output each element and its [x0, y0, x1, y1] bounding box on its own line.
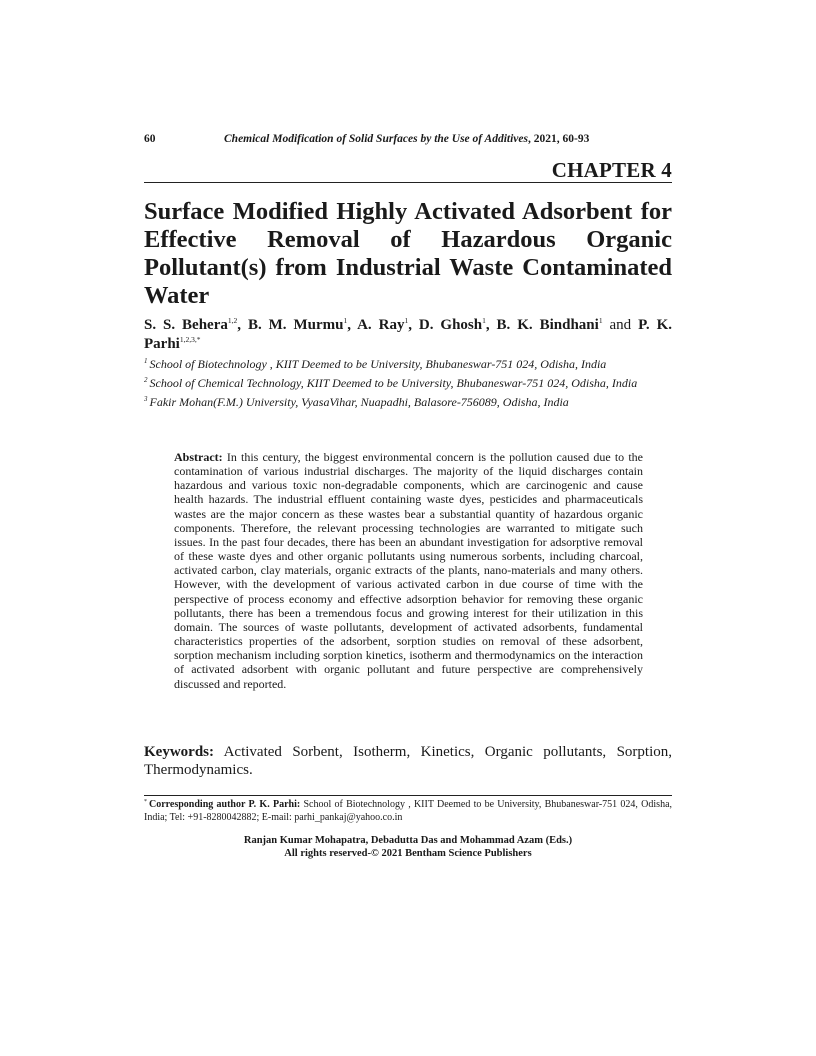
- keywords-label: Keywords:: [144, 744, 214, 760]
- journal-year-pages: , 2021, 60-93: [528, 133, 590, 145]
- author-conjunction: and: [602, 317, 639, 333]
- footnote-mark: *: [144, 799, 147, 805]
- editors-line: Ranjan Kumar Mohapatra, Debadutta Das and Mohammad Azam (Eds.): [243, 835, 573, 846]
- footnote-rule: [144, 795, 672, 796]
- keywords-text: Activated Sorbent, Isotherm, Kinetics, Organic pollutants, Sorption, Thermodynamics.: [144, 744, 672, 778]
- rights-line: All rights reserved-© 2021 Bentham Science Publishers: [284, 848, 532, 859]
- chapter-rule: [144, 182, 672, 183]
- page-number: 60: [144, 133, 156, 145]
- affiliations: [144, 356, 672, 413]
- running-header: [144, 133, 672, 145]
- publisher-info: [144, 834, 672, 860]
- corresponding-author: P. K. Parhi$^{1,2,3,*}$: [144, 317, 672, 352]
- paper-title: Surface Modified Highly Activated Adsorbent for Effective Removal of Hazardous Organic Pollutant(s) from Industrial Waste Contaminated Water: [144, 198, 672, 309]
- author: B. M. Murmu$^1$,: [247, 316, 358, 333]
- affiliation: $^3$ Fakir Mohan(F.M.) University, VyasaVihar, Nuapadhi, Balasore-756089, Odisha, India: [144, 395, 569, 409]
- abstract-label: Abstract:: [174, 450, 223, 464]
- keywords: [144, 743, 672, 779]
- abstract-text: In this century, the biggest environmental concern is the pollution caused due to the contamination of various industrial discharges. The majority of the liquid discharges contain hazardous and various toxic non-degradable components, which are carcinogenic and cause health hazards. The industrial effluent containing waste dyes, pesticides and pharmaceuticals wastes are the major concern as these wastes bear a substantial quantity of hazardous organic components. Therefore, the relevant processing technologies are warranted to mitigate such issues. In the past four decades, there has been an abundant investigation for adsorptive removal of these waste dyes and other organic pollutants using numerous sorbents, including charcoal, activated carbon, clay materials, organic extracts of the plants, nano-materials and many others. However, with the development of various activated carbon in due course of time with the perspective of process economy and effective adsorption behavior for removing these organic pollutants, there has been a tremendous focus and growing interest for their utilization in this domain. The sources of waste pollutants, development of activated adsorbents, fundamental characteristics properties of the adsorbent, sorption studies on removal of these adsorbent, sorption mechanism including sorption kinetics, isotherm and thermodynamics on the interaction of activated adsorbent with organic pollutant and future perspective are comprehensively discussed and reported.: [174, 450, 644, 691]
- affiliation: $^1$ School of Biotechnology , KIIT Deemed to be University, Bhubaneswar-751 024, Odisha, India: [144, 357, 607, 371]
- abstract: [174, 450, 643, 691]
- author: S. S. Behera$^{1,2}$,: [144, 316, 248, 333]
- author: D. Ghosh$^1$,: [418, 316, 497, 333]
- footnote-text: School of Biotechnology , KIIT Deemed to be University, Bhubaneswar-751 024, Odisha, India; Tel: +91-8280042882; E-mail: parhi_pankaj@yahoo.co.in: [144, 799, 673, 823]
- author-list: [144, 316, 672, 354]
- corresponding-author-footnote: [144, 799, 672, 824]
- chapter-label: CHAPTER 4: [551, 158, 672, 182]
- footnote-label: Corresponding author P. K. Parhi:: [149, 799, 301, 810]
- journal-reference: [224, 133, 672, 145]
- author: B. K. Bindhani$^1$: [496, 316, 603, 333]
- author: A. Ray$^1$,: [357, 316, 419, 333]
- journal-title: Chemical Modification of Solid Surfaces by the Use of Additives: [224, 133, 528, 145]
- affiliation: $^2$ School of Chemical Technology, KIIT Deemed to be University, Bhubaneswar-751 024, Odisha, India: [144, 376, 638, 390]
